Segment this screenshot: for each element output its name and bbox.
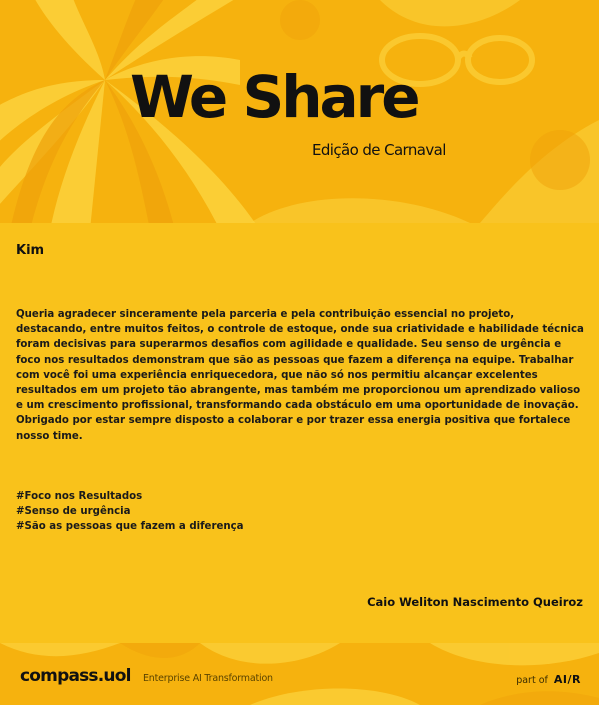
part-of-air <box>516 673 581 686</box>
hashtag: #Foco nos Resultados <box>16 491 143 502</box>
hashtag: #São as pessoas que fazem a diferença <box>16 521 244 532</box>
sender-name: Caio Weliton Nascimento Queiroz <box>367 595 583 609</box>
hashtag-list <box>16 489 244 534</box>
compass-uol-logo: compass.uol <box>20 666 131 686</box>
part-of-label: part of <box>516 675 548 686</box>
thank-you-message: Queria agradecer sinceramente pela parceria e pela contribuição essencial no projeto, destacando, entre muitos feitos, o controle de estoque, onde sua criatividade e habilidade técnica foram decisivas para superarmos desafios com agilidade e qualidade. Seu senso de urgência e foco nos resultados demonstram que são as pessoas que fazem a diferença na equipe. Trabalhar com você foi uma experiência enriquecedora, que não só nos permitiu alcançar excelentes resultados em um projeto tão abrangente, mas também me proporcionou um aprendizado valioso e um crescimento profissional, transformando cada obstáculo em uma oportunidade de inovação. Obrigado por estar sempre disposto a colaborar e por trazer essa energia positiva que fortalece nosso time. <box>16 309 584 442</box>
edition-subtitle: Edição de Carnaval <box>312 141 446 159</box>
page-title: We Share <box>130 63 418 131</box>
hashtag: #Senso de urgência <box>16 506 131 517</box>
header-banner <box>0 0 599 223</box>
air-logo: AI/R <box>553 673 581 686</box>
logo-tagline: Enterprise AI Transformation <box>143 673 273 684</box>
footer-banner <box>0 643 599 705</box>
recipient-name: Kim <box>16 243 45 258</box>
